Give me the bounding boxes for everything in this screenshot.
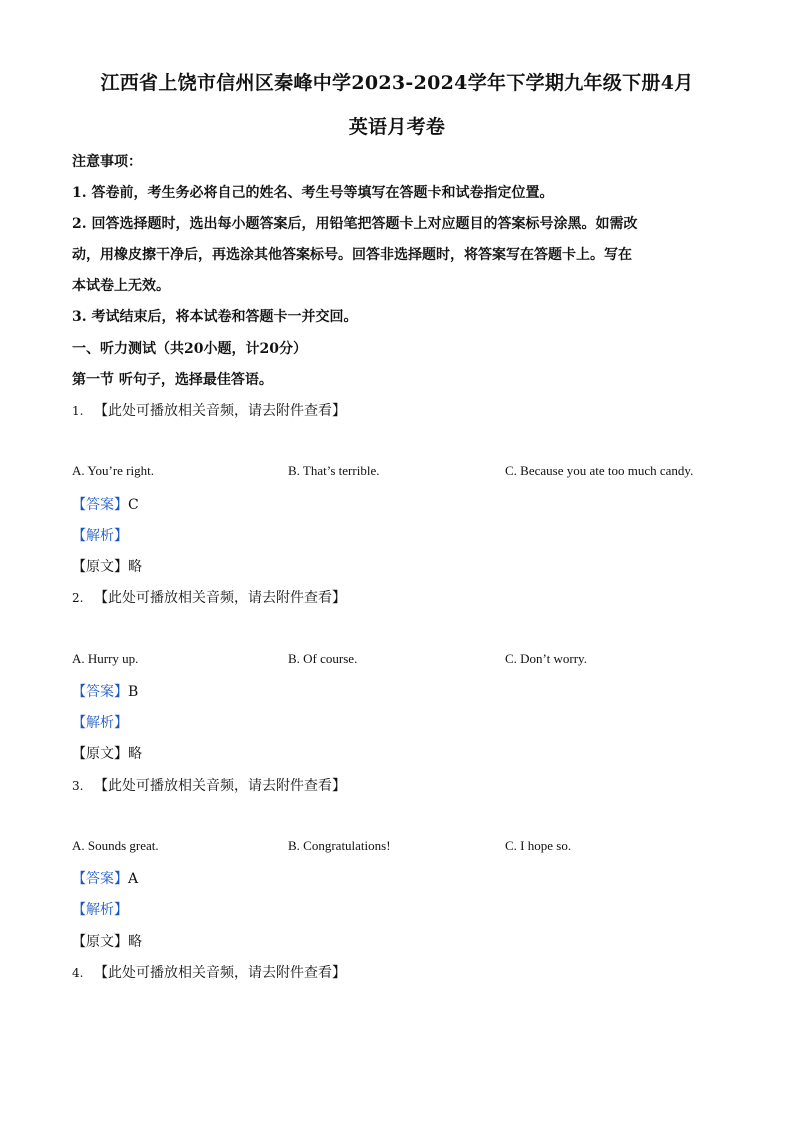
answer-value: B xyxy=(128,684,139,700)
question-number: 3. xyxy=(72,779,84,793)
answer-tag: 【答案】 xyxy=(72,684,128,700)
answer-tag: 【答案】 xyxy=(72,871,128,887)
question-1-option-b: B. That’s terrible. xyxy=(288,463,380,478)
audio-placeholder: 【此处可播放相关音频，请去附件查看】 xyxy=(94,778,346,794)
original-tag: 【原文】 xyxy=(72,559,128,575)
answer-value: A xyxy=(128,871,139,887)
original-text: 略 xyxy=(128,934,142,950)
question-3-stem xyxy=(72,775,722,795)
original-text: 略 xyxy=(128,559,142,575)
question-2-answer xyxy=(72,681,722,701)
question-2-option-a: A. Hurry up. xyxy=(72,651,139,666)
answer-tag: 【答案】 xyxy=(72,497,128,513)
question-number: 2. xyxy=(72,591,84,605)
notes-item-2-line-1: 2. 回答选择题时，选出每小题答案后，用铅笔把答题卡上对应题目的答案标号涂黑。如需改 xyxy=(72,216,638,232)
analysis-tag: 【解析】 xyxy=(72,528,128,544)
question-2-analysis xyxy=(72,712,722,732)
question-3-option-c: C. I hope so. xyxy=(505,838,572,853)
analysis-tag: 【解析】 xyxy=(72,715,128,731)
question-1-stem xyxy=(72,400,722,420)
question-2-stem xyxy=(72,587,722,607)
question-2-option-b: B. Of course. xyxy=(288,651,358,666)
question-3-answer xyxy=(72,868,722,888)
question-3-option-b: B. Congratulations! xyxy=(288,838,391,853)
question-3-analysis xyxy=(72,899,722,919)
section-heading: 一、听力测试（共20小题，计20分） xyxy=(72,341,307,357)
audio-placeholder: 【此处可播放相关音频，请去附件查看】 xyxy=(94,590,346,606)
question-2-option-c: C. Don’t worry. xyxy=(505,651,587,666)
original-tag: 【原文】 xyxy=(72,746,128,762)
question-1-option-a: A. You’re right. xyxy=(72,463,154,478)
notes-item-3: 3. 考试结束后，将本试卷和答题卡一并交回。 xyxy=(72,309,358,325)
analysis-tag: 【解析】 xyxy=(72,902,128,918)
audio-placeholder: 【此处可播放相关音频，请去附件查看】 xyxy=(94,965,346,981)
answer-value: C xyxy=(128,497,139,513)
original-tag: 【原文】 xyxy=(72,934,128,950)
original-text: 略 xyxy=(128,746,142,762)
question-1-analysis xyxy=(72,525,722,545)
part-heading: 第一节 听句子，选择最佳答语。 xyxy=(72,372,273,388)
notes-heading: 注意事项： xyxy=(72,154,142,170)
notes-item-1: 1. 答卷前，考生务必将自己的姓名、考生号等填写在答题卡和试卷指定位置。 xyxy=(72,185,554,201)
question-1-answer xyxy=(72,494,722,514)
question-1-option-c: C. Because you ate too much candy. xyxy=(505,463,694,478)
exam-title-line2: 英语月考卷 xyxy=(348,116,446,138)
audio-placeholder: 【此处可播放相关音频，请去附件查看】 xyxy=(94,403,346,419)
question-3-option-a: A. Sounds great. xyxy=(72,838,159,853)
notes-item-2-line-2: 动，用橡皮擦干净后，再选涂其他答案标号。回答非选择题时，将答案写在答题卡上。写在 xyxy=(72,247,632,263)
question-number: 1. xyxy=(72,404,84,418)
question-3-original xyxy=(72,931,722,951)
notes-item-2-line-3: 本试卷上无效。 xyxy=(72,278,170,294)
question-number: 4. xyxy=(72,966,84,980)
exam-title-line1: 江西省上饶市信州区秦峰中学2023-2024学年下学期九年级下册4月 xyxy=(100,72,694,94)
question-2-original xyxy=(72,743,722,763)
question-1-original xyxy=(72,556,722,576)
question-4-stem xyxy=(72,962,722,982)
